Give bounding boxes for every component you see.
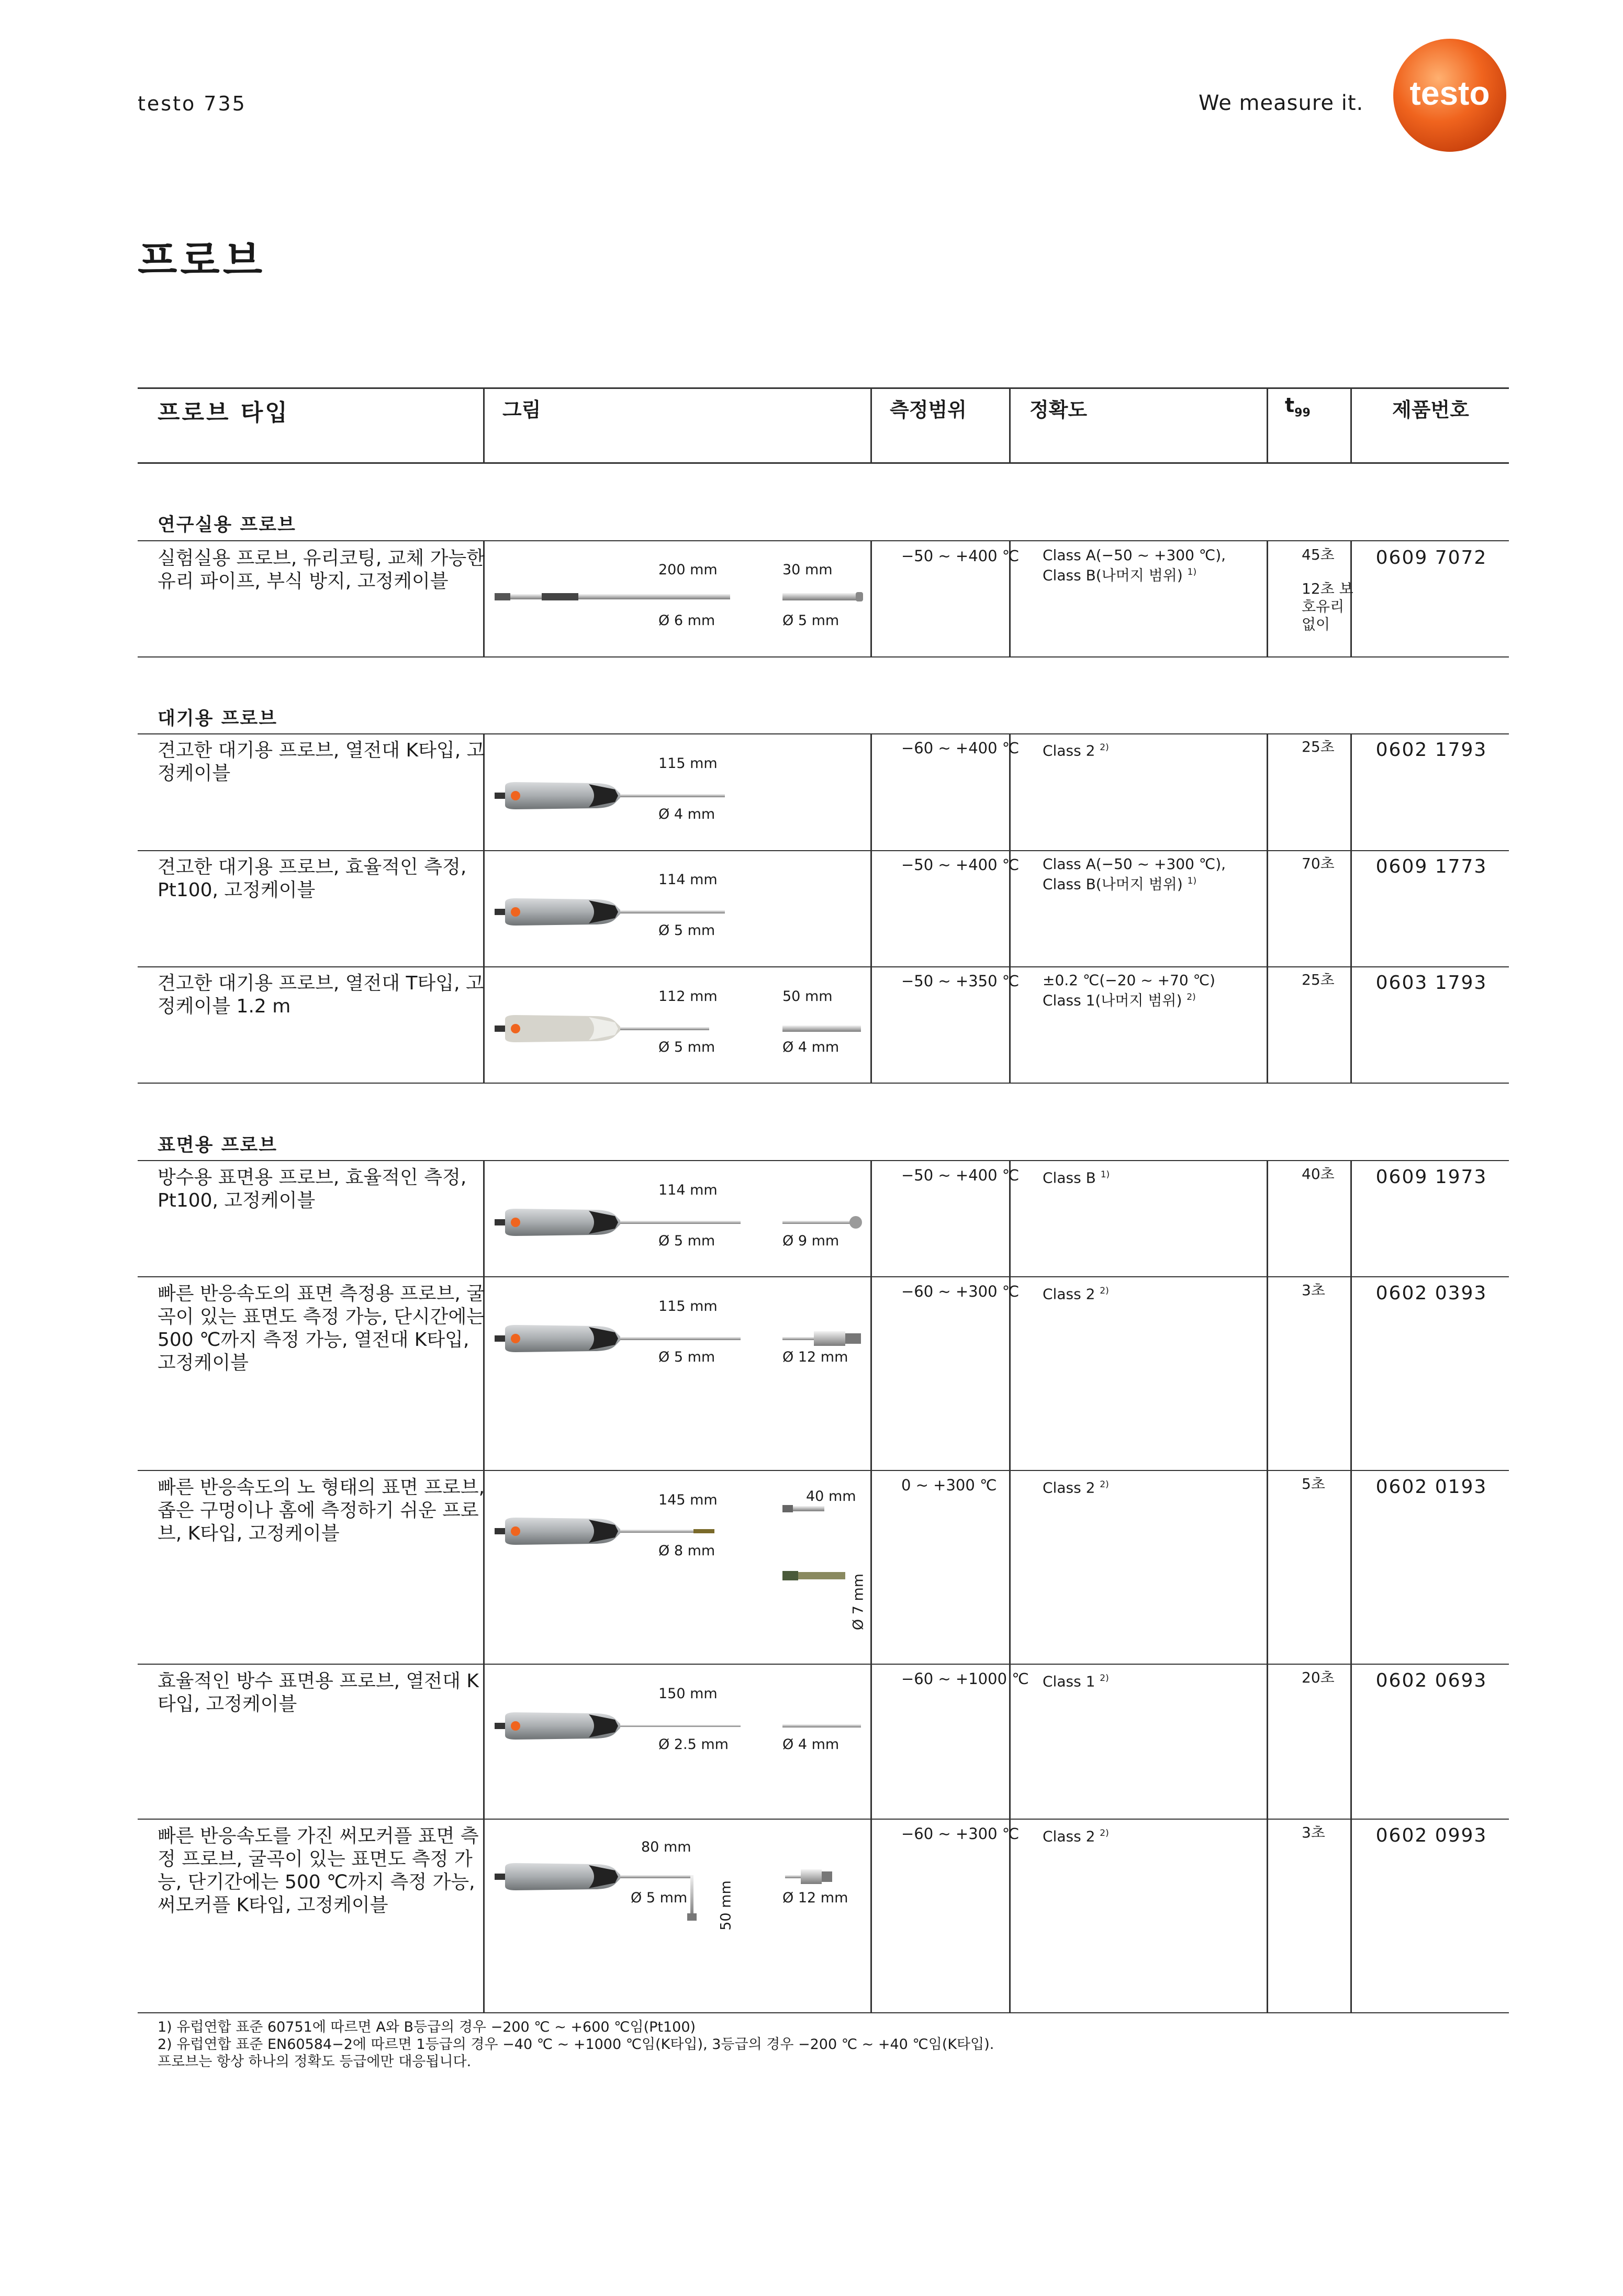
probe-description: 빠른 반응속도의 노 형태의 표면 프로브, 좁은 구멍이나 홈에 측정하기 쉬운 프로브, K타입, 고정케이블 (158, 1477, 485, 1544)
probe-description: 견고한 대기용 프로브, 열전대 T타입, 고정케이블 1.2 m (158, 973, 484, 1017)
probe-description: 방수용 표면용 프로브, 효율적인 측정, Pt100, 고정케이블 (158, 1167, 467, 1211)
section-title: 연구실용 프로브 (158, 515, 296, 536)
col-divider (483, 387, 485, 462)
row-border (138, 656, 1509, 657)
glass-lab-probe-image (495, 584, 866, 610)
order-number: 0609 7072 (1375, 547, 1487, 569)
row-border (138, 1819, 1509, 1820)
dimension-label: 40 mm (806, 1488, 856, 1504)
col-divider (870, 387, 872, 462)
logo-text: testo (1409, 74, 1490, 112)
measuring-range: −60 ~ +400 ℃ (901, 739, 1020, 757)
dimension-label: 50 mm (782, 988, 833, 1005)
col-divider (1350, 387, 1352, 462)
col-header-accuracy: 정확도 (1029, 398, 1088, 421)
col-divider (483, 733, 485, 1083)
row-border (138, 1276, 1509, 1277)
dimension-label: Ø 12 mm (782, 1349, 848, 1365)
col-divider (1267, 733, 1268, 1083)
knife-tip-side-image (782, 1568, 845, 1584)
dimension-label: Ø 4 mm (658, 806, 715, 822)
response-time-note: 12초 보호유리 없이 (1302, 580, 1353, 633)
col-header-order: 제품번호 (1392, 398, 1469, 421)
accuracy: Class 1 $^{2)}$ (1043, 1673, 1109, 1690)
measuring-range: −60 ~ +300 ℃ (901, 1825, 1020, 1843)
dimension-label: Ø 6 mm (658, 612, 715, 629)
accuracy: Class 2 $^{2)}$ (1043, 742, 1109, 760)
dimension-label: 114 mm (658, 872, 718, 888)
accuracy: Class 2 $^{2)}$ (1043, 1479, 1109, 1497)
response-time: 45초 (1302, 546, 1335, 563)
accuracy: Class B $^{1)}$ (1043, 1169, 1110, 1187)
probe-description: 빠른 반응속도의 표면 측정용 프로브, 굴곡이 있는 표면도 측정 가능, 단시간에는 500 ℃까지 측정 가능, 열전대 K타입, 고정케이블 (158, 1283, 485, 1374)
col-divider (870, 540, 872, 656)
dimension-label: Ø 8 mm (658, 1543, 715, 1559)
order-number: 0603 1793 (1375, 972, 1487, 994)
response-time: 70초 (1302, 855, 1335, 872)
col-divider (870, 733, 872, 1083)
accuracy: Class A(−50 ~ +300 ℃), Class B(나머지 범위) $^{1)}$ (1043, 547, 1226, 584)
order-number: 0609 1773 (1375, 856, 1487, 877)
probe-description: 효율적인 방수 표면용 프로브, 열전대 K타입, 고정케이블 (158, 1670, 479, 1715)
section-title: 표면용 프로브 (158, 1135, 278, 1156)
measuring-range: −50 ~ +400 ℃ (901, 856, 1020, 874)
col-header-type: 프로브 타입 (158, 399, 289, 426)
footnote: 프로브는 항상 하나의 정확도 등급에만 대응됩니다. (158, 2054, 472, 2070)
response-time: 3초 (1302, 1281, 1325, 1299)
footnote: 1) 유럽연합 표준 60751에 따르면 A와 B등급의 경우 −200 ℃ ~ +600 ℃임(Pt100) (158, 2019, 696, 2035)
response-time: 20초 (1302, 1669, 1335, 1686)
dimension-label: Ø 5 mm (631, 1890, 688, 1906)
dimension-label: Ø 5 mm (658, 1233, 715, 1249)
section-title: 대기용 프로브 (158, 708, 278, 729)
testo-logo (1392, 38, 1507, 153)
dimension-label: Ø 2.5 mm (658, 1736, 729, 1753)
dimension-label: Ø 5 mm (658, 922, 715, 939)
dimension-label: 50 mm (718, 1880, 734, 1931)
response-time: 25초 (1302, 738, 1335, 755)
measuring-range: 0 ~ +300 ℃ (901, 1476, 997, 1494)
dimension-label: Ø 4 mm (782, 1039, 840, 1055)
slogan: We measure it. (1199, 91, 1364, 115)
response-time: 5초 (1302, 1475, 1325, 1492)
col-divider (1009, 387, 1011, 462)
table-top-border (138, 387, 1509, 389)
row-border (138, 1664, 1509, 1665)
accuracy: Class 2 $^{2)}$ (1043, 1285, 1109, 1303)
row-border (138, 850, 1509, 851)
dimension-label: 115 mm (658, 1298, 718, 1314)
response-time: 25초 (1302, 971, 1335, 988)
measuring-range: −50 ~ +350 ℃ (901, 972, 1020, 990)
order-number: 0602 0993 (1375, 1825, 1487, 1846)
dimension-label: Ø 5 mm (658, 1349, 715, 1365)
probe-description: 견고한 대기용 프로브, 열전대 K타입, 고정케이블 (158, 740, 485, 784)
dimension-label: 115 mm (658, 755, 718, 772)
dimension-label: Ø 4 mm (782, 1736, 840, 1753)
footnote: 2) 유럽연합 표준 EN60584−2에 따르면 1등급의 경우 −40 ℃ ~ +1000 ℃임(K타입), 3등급의 경우 −200 ℃ ~ +40 ℃임(K타입). (158, 2036, 994, 2053)
dimension-label: 112 mm (658, 988, 718, 1005)
dimension-label: Ø 12 mm (782, 1890, 848, 1906)
measuring-range: −60 ~ +1000 ℃ (901, 1670, 1029, 1688)
probe-description: 견고한 대기용 프로브, 효율적인 측정, Pt100, 고정케이블 (158, 856, 467, 901)
col-header-t99: $t_{99}$ (1285, 394, 1311, 420)
response-time: 3초 (1302, 1824, 1325, 1841)
accuracy: Class 2 $^{2)}$ (1043, 1827, 1109, 1845)
header-bottom-border (138, 462, 1509, 464)
dimension-label: 150 mm (658, 1686, 718, 1702)
dimension-label: Ø 5 mm (782, 612, 840, 629)
row-border (138, 733, 1509, 734)
dimension-label: Ø 9 mm (782, 1233, 840, 1249)
row-border (138, 966, 1509, 967)
order-number: 0602 1793 (1375, 739, 1487, 761)
page-title: 프로브 (138, 237, 266, 284)
response-time: 40초 (1302, 1165, 1335, 1183)
order-number: 0609 1973 (1375, 1166, 1487, 1188)
measuring-range: −60 ~ +300 ℃ (901, 1283, 1020, 1300)
row-border (138, 1470, 1509, 1471)
measuring-range: −50 ~ +400 ℃ (901, 1166, 1020, 1184)
col-divider (1267, 387, 1268, 462)
product-name: testo 735 (138, 92, 247, 115)
dimension-label: 80 mm (641, 1839, 691, 1855)
order-number: 0602 0393 (1375, 1283, 1487, 1304)
col-divider (1350, 733, 1352, 1083)
row-border (138, 540, 1509, 541)
probe-description: 실험실용 프로브, 유리코팅, 교체 가능한 유리 파이프, 부식 방지, 고정케이블 (158, 548, 485, 592)
dimension-label: 30 mm (782, 562, 833, 578)
accuracy: Class A(−50 ~ +300 ℃), Class B(나머지 범위) $^{1)}$ (1043, 855, 1226, 893)
dimension-label: Ø 7 mm (850, 1573, 867, 1631)
measuring-range: −50 ~ +400 ℃ (901, 547, 1020, 565)
row-border (138, 2012, 1509, 2013)
knife-surface-probe-image (495, 1515, 746, 1547)
dimension-label: 114 mm (658, 1182, 718, 1198)
row-border (138, 1160, 1509, 1161)
dimension-label: Ø 5 mm (658, 1039, 715, 1055)
row-border (138, 1083, 1509, 1084)
accuracy: ±0.2 ℃(−20 ~ +70 ℃) Class 1(나머지 범위) $^{2)}$ (1043, 972, 1215, 1009)
col-header-image: 그림 (502, 398, 541, 421)
probe-description: 빠른 반응속도를 가진 써모커플 표면 측정 프로브, 굴곡이 있는 표면도 측정 가능, 단기간에는 500 ℃까지 측정 가능, 써모커플 K타입, 고정케이블 (158, 1825, 479, 1916)
col-header-range: 측정범위 (890, 398, 967, 421)
dimension-label: 145 mm (658, 1492, 718, 1508)
col-divider (1009, 733, 1011, 1083)
dimension-label: 200 mm (658, 562, 718, 578)
order-number: 0602 0693 (1375, 1670, 1487, 1691)
order-number: 0602 0193 (1375, 1476, 1487, 1498)
